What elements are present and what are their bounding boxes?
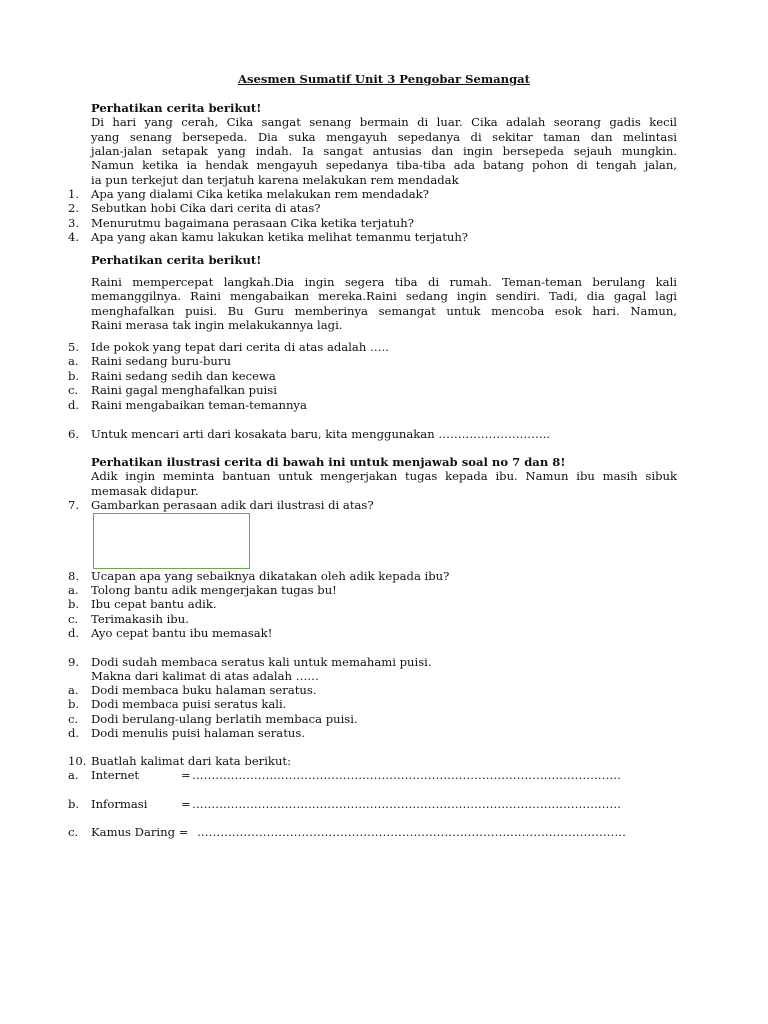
option-text: Raini mengabaikan teman-temannya bbox=[91, 398, 307, 412]
question-text: Untuk mencari arti dari kosakata baru, kita menggunakan ……………………….. bbox=[91, 427, 551, 441]
option-label: c. bbox=[68, 383, 79, 397]
section1-heading: Perhatikan cerita berikut! bbox=[91, 101, 262, 115]
question-number: 4. bbox=[68, 230, 80, 244]
section3-heading: Perhatikan ilustrasi cerita di bawah ini untuk menjawab soal no 7 dan 8! bbox=[91, 455, 566, 469]
item-equals: = bbox=[181, 768, 191, 782]
story2-line: Raini mempercepat langkah.Dia ingin segera tiba di rumah. Teman-teman berulang kali bbox=[91, 275, 677, 289]
option-label: d. bbox=[68, 398, 80, 412]
answer-blank[interactable]: ………………………………………………………………………………………………… bbox=[192, 797, 621, 811]
option-label: b. bbox=[68, 597, 80, 611]
option-label: a. bbox=[68, 683, 79, 697]
question-text: Sebutkan hobi Cika dari cerita di atas? bbox=[91, 201, 321, 215]
option-label: c. bbox=[68, 612, 79, 626]
answer-drawing-box[interactable] bbox=[93, 513, 250, 569]
item-equals: = bbox=[181, 797, 191, 811]
question-text: Gambarkan perasaan adik dari ilustrasi di atas? bbox=[91, 498, 374, 512]
option-text: Dodi menulis puisi halaman seratus. bbox=[91, 726, 305, 740]
story2-line: menghafalkan puisi. Bu Guru memberinya semangat untuk mencoba esok hari. Namun, bbox=[91, 304, 677, 318]
option-text: Ibu cepat bantu adik. bbox=[91, 597, 217, 611]
story2-line: Raini merasa tak ingin melakukannya lagi. bbox=[91, 318, 343, 332]
story1-line: Namun ketika ia hendak mengayuh sepedanya tiba-tiba ada batang pohon di tengah jalan, bbox=[91, 158, 677, 172]
answer-blank[interactable]: ………………………………………………………………………………………………… bbox=[192, 768, 621, 782]
option-label: b. bbox=[68, 697, 80, 711]
option-label: a. bbox=[68, 354, 79, 368]
question-text: Menurutmu bagaimana perasaan Cika ketika terjatuh? bbox=[91, 216, 414, 230]
question-number: 10. bbox=[68, 754, 87, 768]
story1-line: yang senang bersepeda. Dia suka mengayuh sepedanya di sekitar taman dan melintasi bbox=[91, 130, 677, 144]
item-word: Informasi bbox=[91, 797, 148, 811]
question-text: Buatlah kalimat dari kata berikut: bbox=[91, 754, 291, 768]
option-label: a. bbox=[68, 583, 79, 597]
story1-line: Di hari yang cerah, Cika sangat senang bermain di luar. Cika adalah seorang gadis kecil bbox=[91, 115, 677, 129]
option-label: c. bbox=[68, 712, 79, 726]
story3-line: Adik ingin meminta bantuan untuk mengerjakan tugas kepada ibu. Namun ibu masih sibuk bbox=[91, 469, 677, 483]
option-label: d. bbox=[68, 726, 80, 740]
question-number: 6. bbox=[68, 427, 80, 441]
option-text: Ayo cepat bantu ibu memasak! bbox=[91, 626, 273, 640]
question-text: Apa yang akan kamu lakukan ketika melihat temanmu terjatuh? bbox=[91, 230, 469, 244]
section2-heading: Perhatikan cerita berikut! bbox=[91, 253, 262, 267]
question-number: 3. bbox=[68, 216, 80, 230]
item-word: Internet bbox=[91, 768, 140, 782]
story1-line: ia pun terkejut dan terjatuh karena melakukan rem mendadak bbox=[91, 173, 459, 187]
story2-line: memanggilnya. Raini mengabaikan mereka.Raini sedang ingin sendiri. Tadi, dia gagal lagi bbox=[91, 289, 677, 303]
document-title: Asesmen Sumatif Unit 3 Pengobar Semangat bbox=[237, 72, 531, 86]
question-text: Dodi sudah membaca seratus kali untuk memahami puisi. bbox=[91, 655, 432, 669]
question-text: Makna dari kalimat di atas adalah …… bbox=[91, 669, 319, 683]
item-label: c. bbox=[68, 825, 79, 839]
option-text: Raini sedang buru-buru bbox=[91, 354, 231, 368]
option-label: d. bbox=[68, 626, 80, 640]
option-text: Terimakasih ibu. bbox=[91, 612, 189, 626]
answer-blank[interactable]: ………………………………………………………………………………………………… bbox=[197, 825, 626, 839]
question-number: 9. bbox=[68, 655, 80, 669]
question-number: 5. bbox=[68, 340, 80, 354]
option-label: b. bbox=[68, 369, 80, 383]
option-text: Dodi membaca buku halaman seratus. bbox=[91, 683, 317, 697]
item-label: a. bbox=[68, 768, 79, 782]
option-text: Raini gagal menghafalkan puisi bbox=[91, 383, 277, 397]
question-text: Apa yang dialami Cika ketika melakukan rem mendadak? bbox=[91, 187, 429, 201]
option-text: Raini sedang sedih dan kecewa bbox=[91, 369, 276, 383]
question-number: 8. bbox=[68, 569, 80, 583]
option-text: Dodi berulang-ulang berlatih membaca puisi. bbox=[91, 712, 358, 726]
item-word: Kamus Daring = bbox=[91, 825, 189, 839]
option-text: Dodi membaca puisi seratus kali. bbox=[91, 697, 287, 711]
question-text: Ide pokok yang tepat dari cerita di atas adalah ….. bbox=[91, 340, 389, 354]
story3-line: memasak didapur. bbox=[91, 484, 199, 498]
question-number: 1. bbox=[68, 187, 80, 201]
option-text: Tolong bantu adik mengerjakan tugas bu! bbox=[91, 583, 337, 597]
story1-line: jalan-jalan setapak yang indah. Ia sangat antusias dan ingin bersepeda sejauh mungkin. bbox=[91, 144, 677, 158]
item-label: b. bbox=[68, 797, 80, 811]
question-number: 7. bbox=[68, 498, 80, 512]
question-number: 2. bbox=[68, 201, 80, 215]
question-text: Ucapan apa yang sebaiknya dikatakan oleh adik kepada ibu? bbox=[91, 569, 450, 583]
